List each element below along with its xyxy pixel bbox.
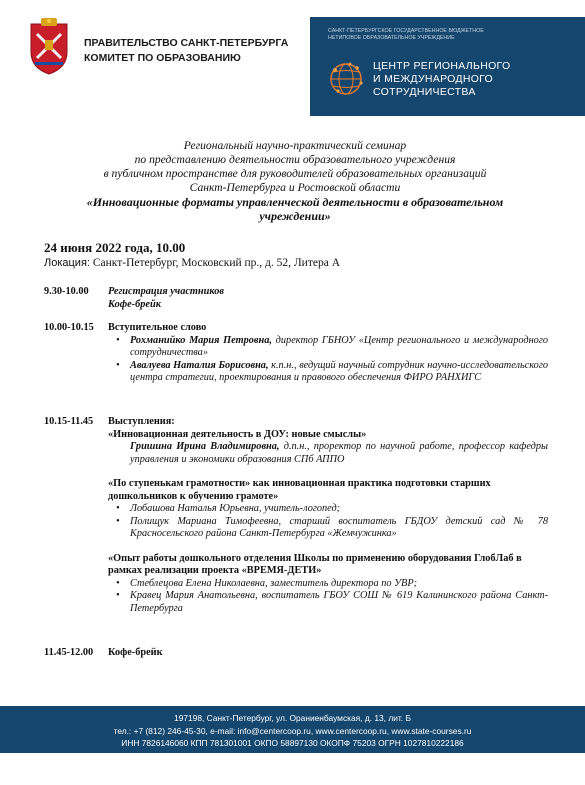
center-name [373,60,510,99]
time-slot-3: 10.15-11.45 [44,416,94,427]
seminar-title [30,139,560,223]
speaker-item [108,578,548,591]
speaker-role: д.п.н., проректор по научной работе, профессор кафедры управления и экономики образования СПб АППО [130,441,548,465]
bullet-icon: • [116,515,120,527]
footer-address: 197198, Санкт-Петербург, ул. Ораниенбаумская, д. 13, лит. Б [174,713,411,723]
opening-heading: Вступительное слово [108,322,207,333]
event-date: 24 июня 2022 года, 10.00 [44,240,186,255]
footer-contacts [0,706,585,753]
location-label: Локация: [44,257,90,269]
spb-coat-of-arms-icon [27,18,71,76]
title-line-1: Региональный научно-практический семинар [183,139,407,152]
footer-phone-email: тел.: +7 (812) 246-45-30, e-mail: info@centercoop.ru, www.centercoop.ru, www.state-courses.ru [113,725,472,736]
footer-requisites: ИНН 7826146060 КПП 781301001 ОКПО 58897130 ОКОПФ 75203 ОГРН 1027810222186 [121,738,464,748]
institution-type-line-1: САНКТ-ПЕТЕРБУРГСКОЕ ГОСУДАРСТВЕННОЕ БЮДЖЕТНОЕ [328,28,484,34]
speaker-name: Авалуева Наталия Борисовна, [130,359,269,371]
session-opening [108,322,548,385]
bullet-icon: • [116,359,120,371]
globe-network-icon [326,59,366,99]
session-registration [108,286,548,311]
speaker-role: директор ГБНОУ «Центр регионального и международного сотрудничества» [130,334,548,358]
speaker-text: Полищук Мариана Тимофеевна, старший воспитатель ГБДОУ детский сад № 78 Красносельского района Санкт-Петербурга «Жемчужинка» [130,515,548,539]
time-slot-2: 10.00-10.15 [44,322,94,333]
title-line-3: в публичном пространстве для руководителей образовательных организаций [103,167,487,180]
title-topic-line-1: «Инновационные форматы управленческой деятельности в образовательном [86,195,504,209]
center-name-line-3: СОТРУДНИЧЕСТВА [373,86,476,98]
center-name-line-1: ЦЕНТР РЕГИОНАЛЬНОГО [373,60,511,72]
speaker-item [108,360,548,385]
talk-speaker [108,441,548,466]
time-slot-1: 9.30-10.00 [44,286,89,297]
registration-label: Регистрация участников [108,286,224,297]
government-name [84,36,288,66]
speaker-item [108,335,548,360]
speaker-text: Стеблецова Елена Николаевна, заместитель директора по УВР; [130,577,418,589]
coffee-break-label: Кофе-брейк [108,298,161,310]
institution-type [328,28,484,42]
bullet-icon: • [116,590,120,601]
center-band [310,17,585,116]
coffee-break-final: Кофе-брейк [108,647,163,658]
speaker-text: Лобашова Наталья Юрьевна, учитель-логопед; [130,503,341,514]
time-slot-4: 11.45-12.00 [44,647,94,658]
speaker-role: к.п.н., ведущий научный сотрудник научно-исследовательского центра стратегии, проектирования и правового обеспечения ФИРО РАНХИГС [130,359,548,383]
talk-title: «Инновационная деятельность в ДОУ: новые смыслы» [108,428,367,440]
speaker-name: Гришина Ирина Владимировна, [130,441,280,452]
speaker-name: Рохманийко Мария Петровна, [130,334,272,346]
title-topic-line-2: учреждении» [259,209,331,223]
event-location [44,257,340,269]
talk-title: «Опыт работы дошкольного отделения Школы по применению оборудования ГлобЛаб в рамках реализации проекта «ВРЕМЯ-ДЕТИ» [108,552,522,576]
session-talks [108,416,548,615]
title-line-4: Санкт-Петербурга и Ростовской области [189,181,401,194]
speaker-item [108,590,548,615]
talk-title: «По ступенькам грамотности» как инновационная практика подготовки старших дошкольников к обучению грамоте» [108,478,491,502]
speaker-item [108,516,548,541]
gov-line-2: КОМИТЕТ ПО ОБРАЗОВАНИЮ [84,52,241,64]
speaker-item [108,503,548,516]
institution-type-line-2: НЕТИПОВОЕ ОБРАЗОВАТЕЛЬНОЕ УЧРЕЖДЕНИЕ [328,35,455,41]
letterhead [0,0,585,122]
gov-line-1: ПРАВИТЕЛЬСТВО САНКТ-ПЕТЕРБУРГА [84,37,289,49]
bullet-icon: • [116,577,120,589]
bullet-icon: • [116,334,120,346]
location-value: Санкт-Петербург, Московский пр., д. 52, Литера А [92,257,341,269]
center-name-line-2: И МЕЖДУНАРОДНОГО [373,73,494,85]
speaker-text: Кравец Мария Анатольевна, воспитатель ГБОУ СОШ № 619 Калининского района Санкт-Петербурга [130,590,548,614]
title-line-2: по представлению деятельности образовательного учреждения [134,153,456,166]
bullet-icon: • [116,503,120,514]
talks-heading: Выступления: [108,416,175,427]
